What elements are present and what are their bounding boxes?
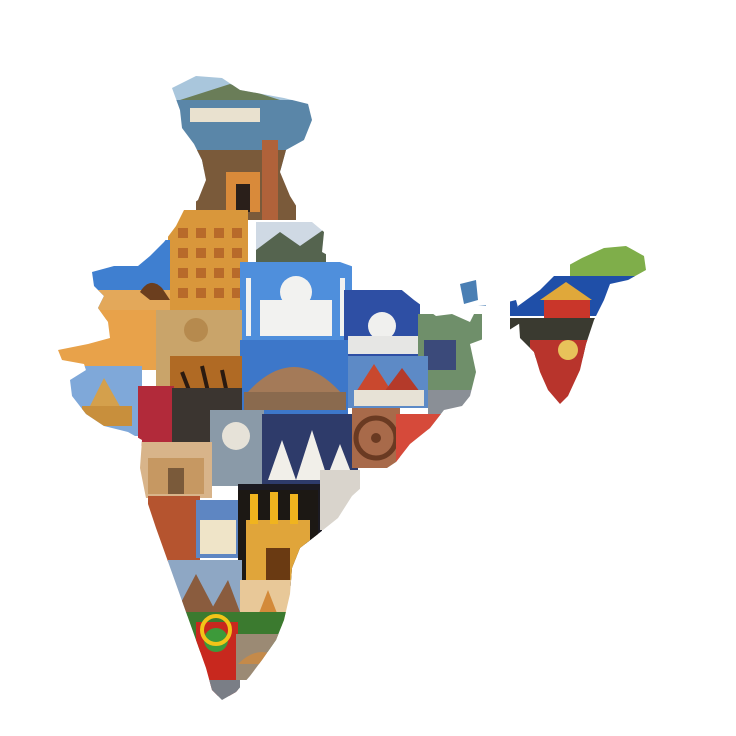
east-coast-tile — [428, 390, 488, 430]
tribal-headdress — [558, 340, 578, 360]
charminar-minaret-3 — [290, 494, 298, 524]
siliguri-tile — [456, 276, 486, 306]
ellora-tile — [148, 496, 200, 562]
white-stupa-base — [348, 336, 418, 354]
gateway-arch-opening — [168, 468, 184, 494]
collage-tiles — [50, 60, 650, 710]
houseboat-shape — [190, 108, 260, 122]
kanyakumari-tile — [200, 680, 240, 710]
odissi-tile — [396, 414, 448, 464]
northeast-hills-tile — [570, 240, 650, 280]
india-gate-arch — [236, 184, 250, 212]
desert-sand-tile — [50, 310, 160, 370]
charminar-minaret-2 — [270, 492, 278, 524]
bengal-temple-base — [354, 390, 424, 406]
dancer-tile — [138, 386, 174, 446]
goa-church-facade — [200, 520, 236, 554]
somnath-base — [82, 406, 132, 426]
taj-mahal-dome — [280, 276, 312, 308]
white-stupa-dome — [368, 312, 396, 340]
ganesha-figure — [222, 422, 250, 450]
charminar-minaret-1 — [250, 494, 258, 524]
qutub-minar-shape — [262, 140, 278, 220]
palace-dome — [184, 318, 208, 342]
sanchi-stupa-railing — [244, 392, 346, 410]
konark-wheel-hub — [371, 433, 381, 443]
charminar-arch — [266, 548, 290, 580]
taj-minaret-left — [246, 278, 251, 336]
toy-train-shape — [424, 340, 456, 370]
statue-tile — [320, 470, 360, 530]
